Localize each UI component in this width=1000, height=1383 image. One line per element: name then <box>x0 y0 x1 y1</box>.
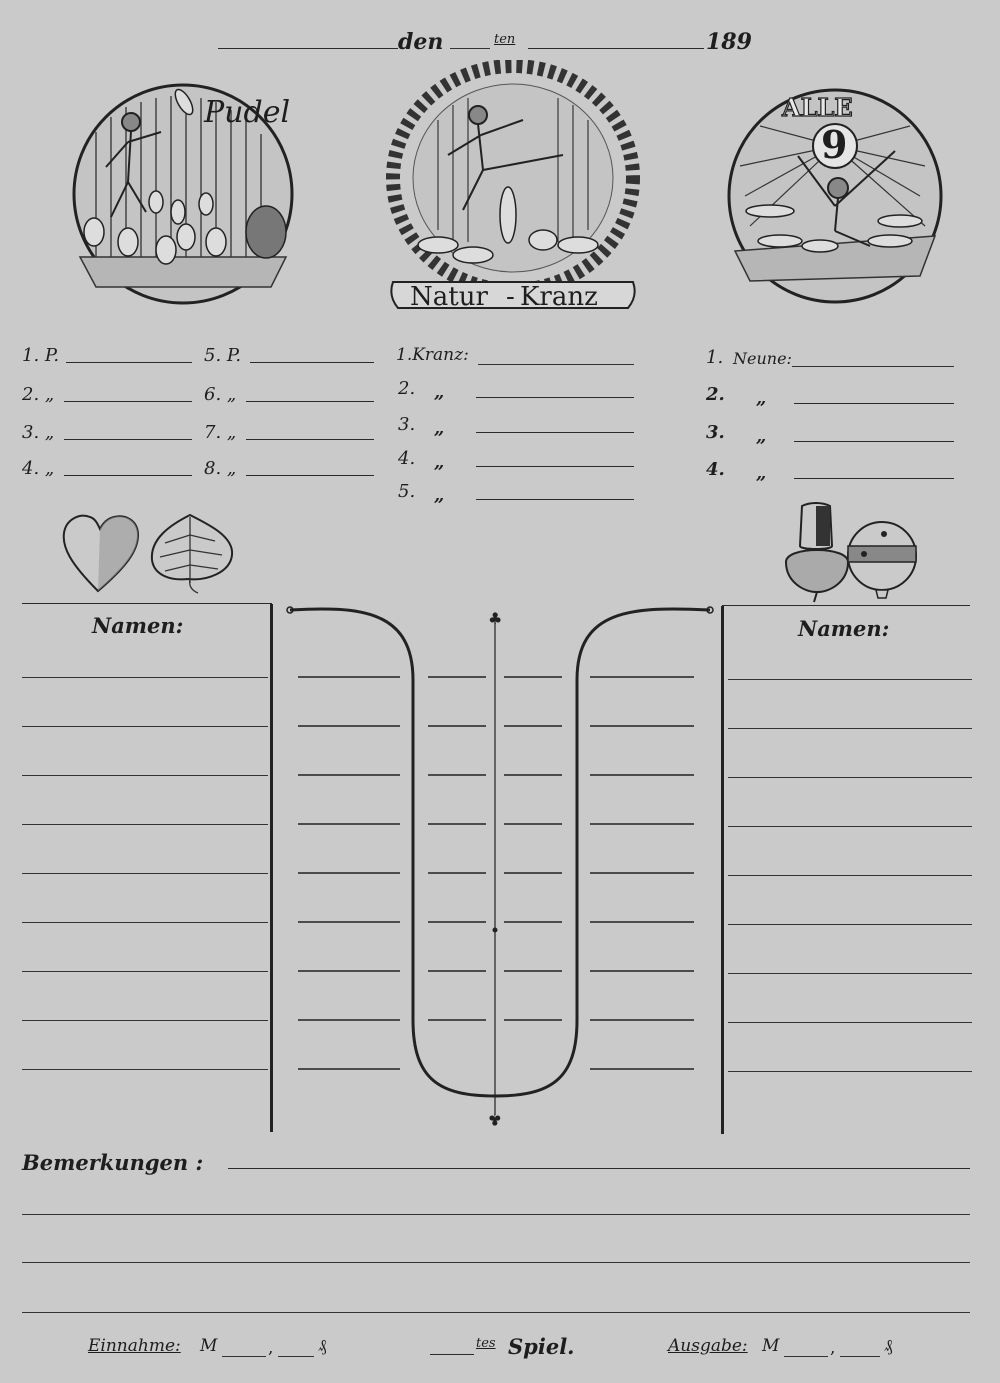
names-left-right-border <box>270 604 273 1132</box>
pudel-1-label: 1. P. <box>22 345 60 366</box>
ausgabe-mark-symbol: M <box>762 1336 780 1356</box>
einnahme-mark-field[interactable] <box>222 1356 266 1357</box>
ten-label: ten <box>494 32 516 47</box>
remarks-label: Bemerkungen : <box>22 1150 204 1175</box>
neune-2-ditto: „ <box>756 388 767 409</box>
kranz-label-right: Kranz <box>520 282 598 312</box>
pudel-8-label: 8. „ <box>204 458 237 479</box>
names-right-header: Namen: <box>798 616 890 641</box>
name-left-row-1[interactable] <box>22 677 268 678</box>
pudel-4-field[interactable] <box>64 475 192 476</box>
ausgabe-pf-symbol: ₰ <box>884 1336 893 1356</box>
lane-score-lines <box>298 677 694 1069</box>
pudel-3-field[interactable] <box>64 439 192 440</box>
name-right-row-1[interactable] <box>728 679 972 680</box>
ausgabe-mark-field[interactable] <box>784 1356 828 1357</box>
name-right-row-2[interactable] <box>728 728 972 729</box>
bell-band <box>848 546 916 562</box>
kranz-1-field[interactable] <box>478 364 634 365</box>
einnahme-pf-symbol: ₰ <box>318 1336 327 1356</box>
name-left-row-7[interactable] <box>22 971 268 972</box>
alle-label: ALLE <box>782 93 853 122</box>
name-right-row-9[interactable] <box>728 1071 972 1072</box>
kranz-2-ditto: „ <box>434 382 445 403</box>
kranz-label-dash: - <box>506 282 515 312</box>
remarks-line-1[interactable] <box>228 1168 970 1169</box>
date-blank-line <box>218 48 398 49</box>
acorn-cap <box>786 550 848 592</box>
names-right-left-border <box>721 606 724 1134</box>
name-right-row-4[interactable] <box>728 826 972 827</box>
leaf-icon <box>152 515 232 579</box>
neune-1-label: 1. <box>706 347 724 368</box>
pudel-6-field[interactable] <box>246 401 374 402</box>
pudel-2-label: 2. „ <box>22 384 55 405</box>
alle-neun-number: 9 <box>821 122 848 167</box>
ausgabe-label: Ausgabe: <box>668 1336 748 1356</box>
kranz-label-left: Natur <box>410 282 488 312</box>
pudel-8-field[interactable] <box>246 475 374 476</box>
name-right-row-8[interactable] <box>728 1022 972 1023</box>
name-right-row-7[interactable] <box>728 973 972 974</box>
kranz-illustration <box>378 60 648 328</box>
neune-1-title: Neune: <box>733 349 792 368</box>
bell-clapper <box>876 590 888 598</box>
day-blank-line <box>450 48 490 49</box>
pudel-5-label: 5. P. <box>204 345 242 366</box>
kranz-4-ditto: „ <box>434 452 445 473</box>
bell-dot-left <box>861 551 867 557</box>
lane-center-dot <box>493 928 498 933</box>
pudel-3-label: 3. „ <box>22 422 55 443</box>
kranz-emblem <box>378 60 648 328</box>
pudel-2-field[interactable] <box>64 401 192 402</box>
pudel-emblem <box>66 82 306 306</box>
name-right-row-5[interactable] <box>728 875 972 876</box>
neune-3-ditto: „ <box>756 426 767 447</box>
remarks-line-4[interactable] <box>22 1312 970 1313</box>
neune-4-ditto: „ <box>756 463 767 484</box>
neune-3-label: 3. <box>706 422 725 443</box>
scoring-lane <box>280 600 720 1140</box>
name-left-row-9[interactable] <box>22 1069 268 1070</box>
lane-outline <box>290 609 710 1096</box>
tes-label: tes <box>476 1336 496 1351</box>
lane-bottom-club-icon: ♣ <box>487 1110 502 1129</box>
pudel-4-label: 4. „ <box>22 458 55 479</box>
neune-4-label: 4. <box>706 459 725 480</box>
game-number-field[interactable] <box>430 1354 474 1355</box>
kranz-4-label: 4. <box>398 448 416 469</box>
kranz-3-field[interactable] <box>476 432 634 433</box>
kranz-5-ditto: „ <box>434 485 445 506</box>
month-blank-line <box>528 48 704 49</box>
neune-4-field[interactable] <box>794 478 954 479</box>
name-left-row-5[interactable] <box>22 873 268 874</box>
spiel-label: Spiel. <box>508 1334 575 1359</box>
kranz-2-field[interactable] <box>476 397 634 398</box>
kranz-3-label: 3. <box>398 414 416 435</box>
pudel-illustration <box>66 82 306 306</box>
kranz-5-field[interactable] <box>476 499 634 500</box>
neune-2-label: 2. <box>706 384 725 405</box>
kranz-5-label: 5. <box>398 481 416 502</box>
einnahme-label: Einnahme: <box>88 1336 181 1356</box>
name-right-row-3[interactable] <box>728 777 972 778</box>
acorn-stem <box>814 592 817 602</box>
kranz-2-label: 2. <box>398 378 416 399</box>
remarks-line-3[interactable] <box>22 1262 970 1263</box>
einnahme-mark-symbol: M <box>200 1336 218 1356</box>
name-left-row-8[interactable] <box>22 1020 268 1021</box>
einnahme-comma: , <box>268 1338 274 1358</box>
acorn-bell-symbols <box>778 498 920 604</box>
neune-3-field[interactable] <box>794 441 954 442</box>
den-label: den <box>398 29 444 55</box>
kranz-4-field[interactable] <box>476 466 634 467</box>
acorn-shading <box>816 506 830 546</box>
name-left-row-6[interactable] <box>22 922 268 923</box>
pudel-7-field[interactable] <box>246 439 374 440</box>
alle-neun-illustration <box>720 86 950 306</box>
heart-leaf-symbols <box>60 505 240 595</box>
pudel-1-field[interactable] <box>66 362 192 363</box>
pudel-5-field[interactable] <box>250 362 374 363</box>
names-right-top-border <box>722 605 970 606</box>
name-left-row-2[interactable] <box>22 726 268 727</box>
names-left-header: Namen: <box>92 613 184 638</box>
name-left-row-3[interactable] <box>22 775 268 776</box>
ausgabe-comma: , <box>830 1338 836 1358</box>
kranz-1-label: 1.Kranz: <box>396 345 469 365</box>
kranz-3-ditto: „ <box>434 418 445 439</box>
einnahme-pf-field[interactable] <box>278 1356 314 1357</box>
year-label: 189 <box>706 29 752 55</box>
name-right-row-6[interactable] <box>728 924 972 925</box>
bell-dot-right <box>881 531 887 537</box>
neune-2-field[interactable] <box>794 403 954 404</box>
heart-shading <box>98 516 138 591</box>
neune-1-field[interactable] <box>792 366 954 367</box>
ausgabe-pf-field[interactable] <box>840 1356 880 1357</box>
lane-top-club-icon: ♣ <box>488 609 503 628</box>
pudel-title: Pudel <box>204 95 291 130</box>
names-left-top-border <box>22 603 272 604</box>
pudel-7-label: 7. „ <box>204 422 237 443</box>
remarks-line-2[interactable] <box>22 1214 970 1215</box>
pudel-6-label: 6. „ <box>204 384 237 405</box>
alle-neun-emblem <box>720 86 950 306</box>
name-left-row-4[interactable] <box>22 824 268 825</box>
